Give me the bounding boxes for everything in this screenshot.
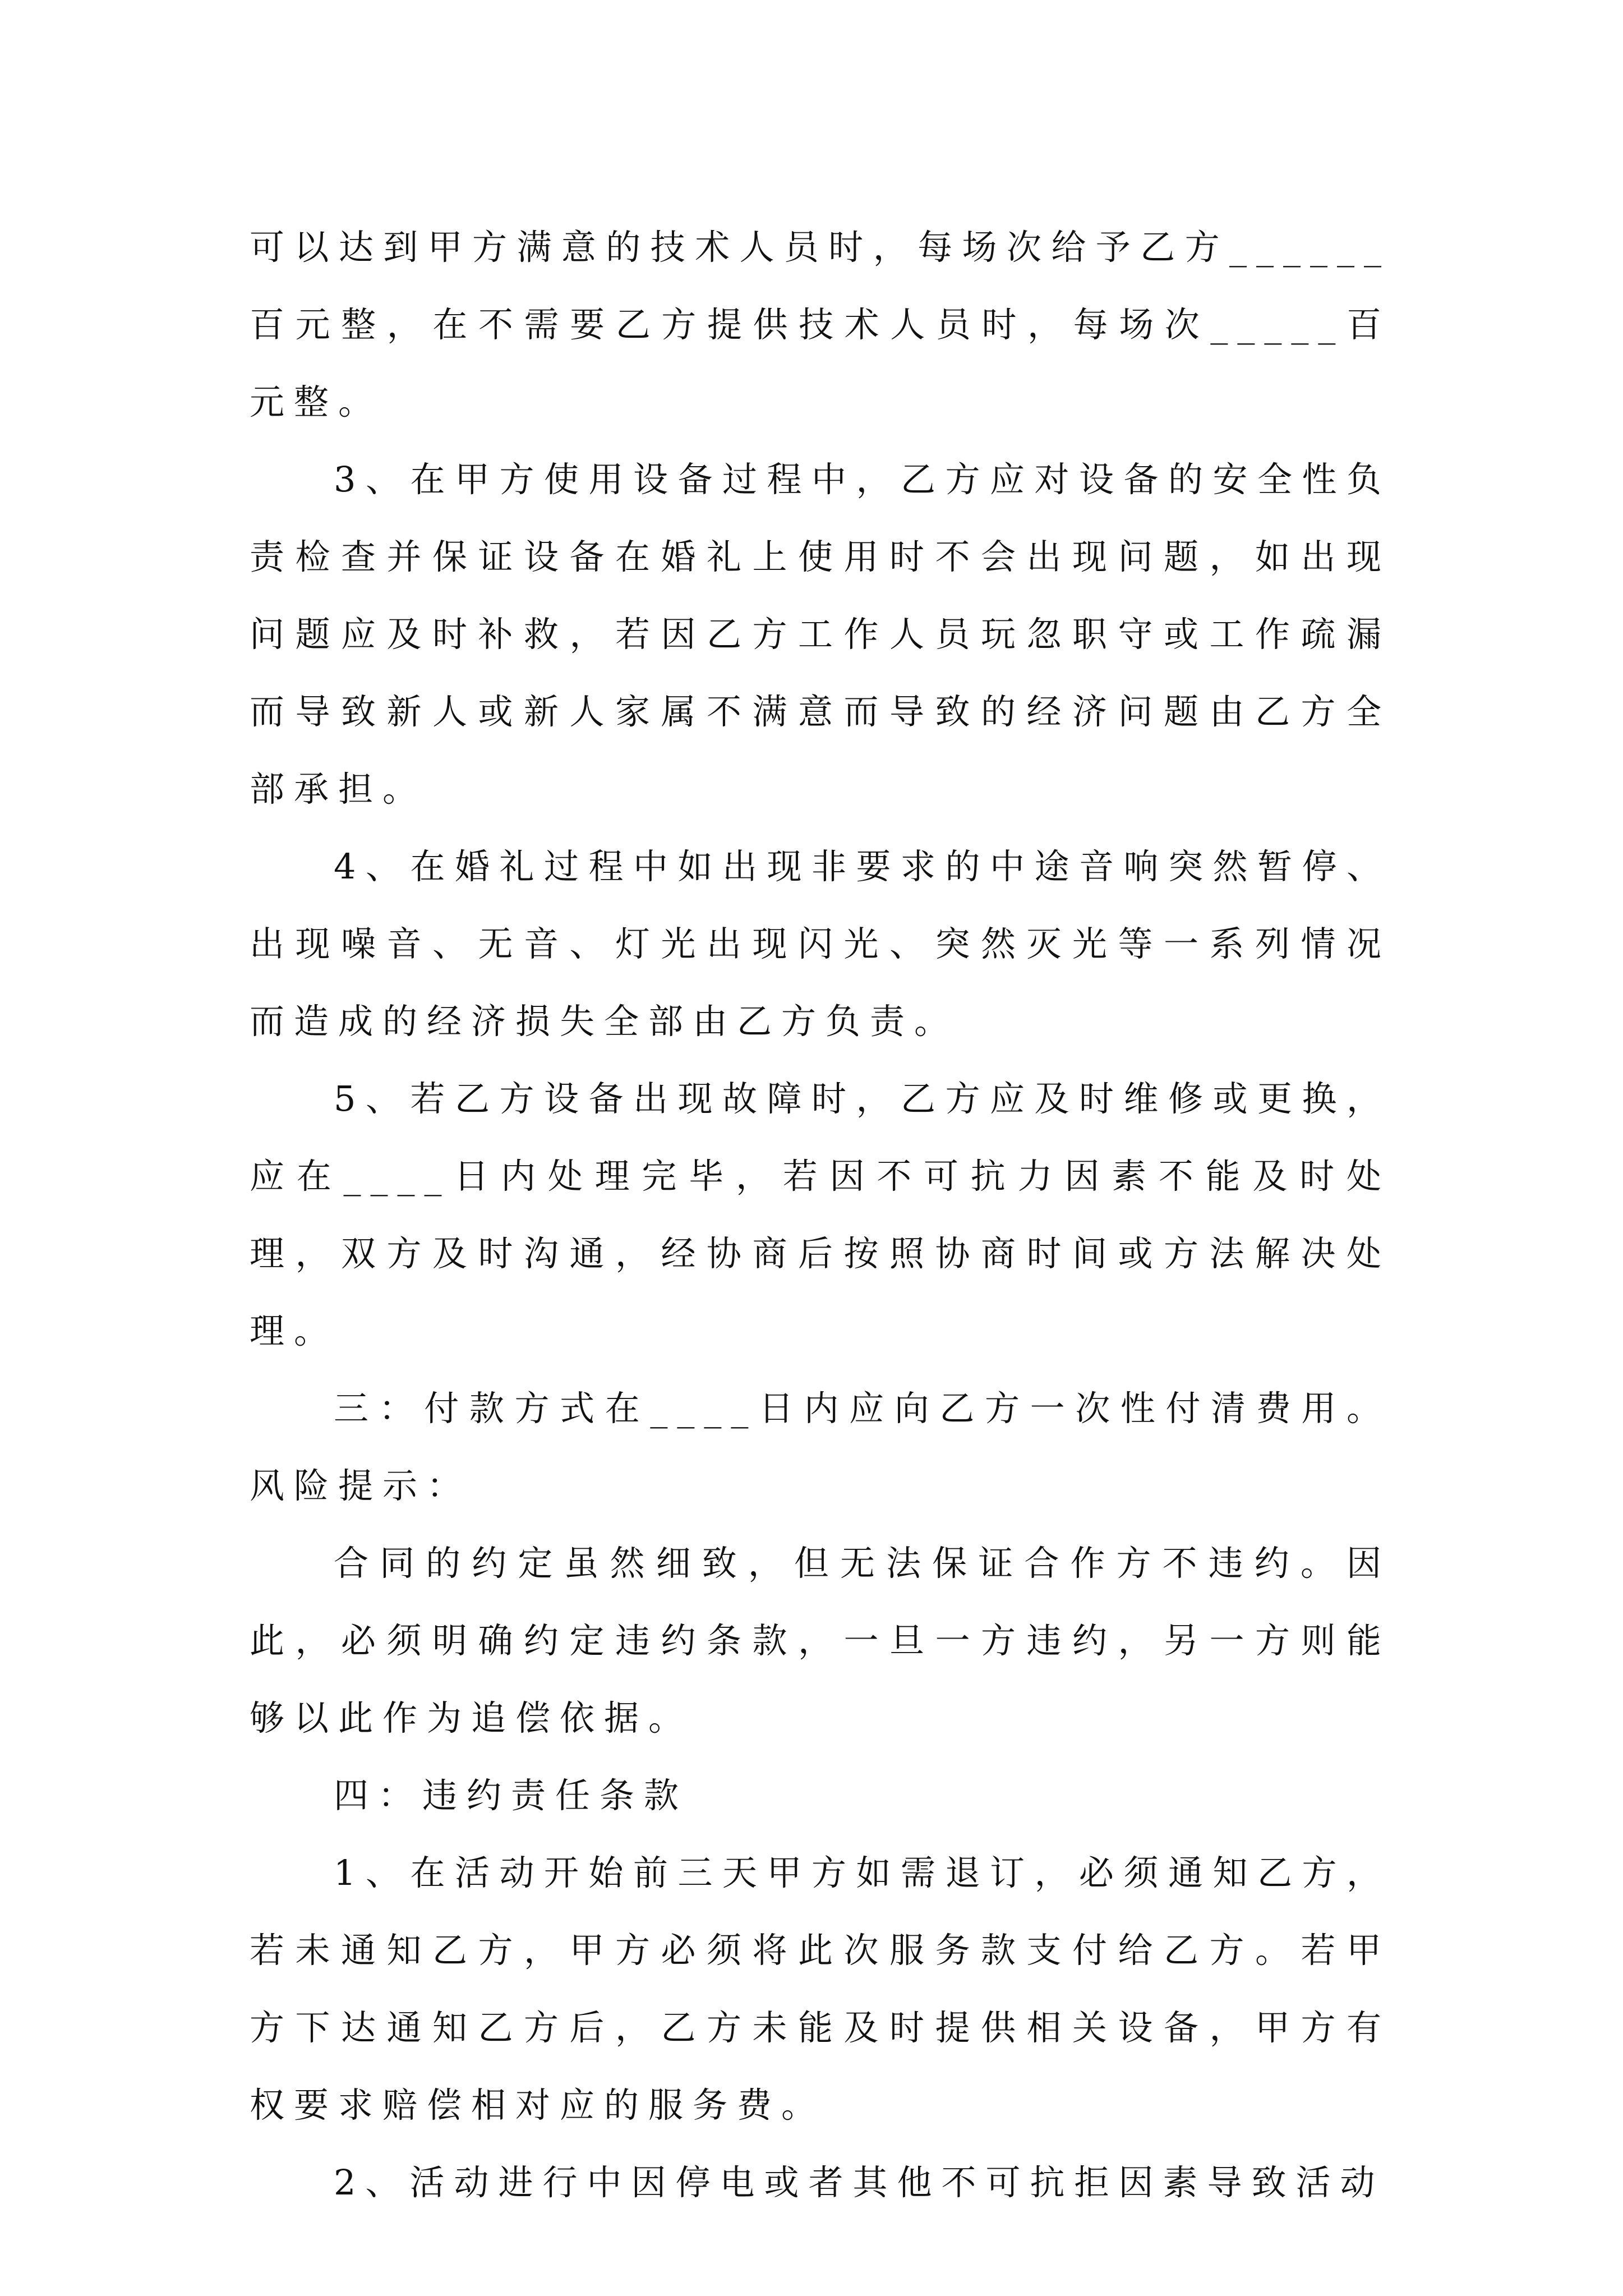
heading-section-4-breach: 四：违约责任条款 (334, 1775, 689, 1816)
paragraph-fee-continuation: 可以达到甲方满意的技术人员时，每场次给予乙方______百元整，在不需要乙方提供技术人员时，每场次_____百元整。 (250, 227, 1391, 422)
paragraph-breach-clause-1: 1、在活动开始前三天甲方如需退订，必须通知乙方，若未通知乙方，甲方必须将此次服务款支付给乙方。若甲方下达通知乙方后，乙方未能及时提供相关设备，甲方有权要求赔偿相对应的服务费。 (250, 1852, 1391, 2125)
paragraph-clause-3-equipment-safety: 3、在甲方使用设备过程中，乙方应对设备的安全性负责检查并保证设备在婚礼上使用时不会出现问题，如出现问题应及时补救，若因乙方工作人员玩忽职守或工作疏漏而导致新人或新人家属不满意而导致的经济问题由乙方全部承担。 (250, 459, 1391, 809)
paragraph-clause-5-repair: 5、若乙方设备出现故障时，乙方应及时维修或更换，应在____日内处理完毕，若因不可抗力因素不能及时处理，双方及时沟通，经协商后按照协商时间或方法解决处理。 (250, 1078, 1391, 1351)
paragraph-breach-clause-2: 2、活动进行中因停电或者其他不可抗拒因素导致活动 (334, 2162, 1385, 2203)
paragraph-section-3-payment: 三：付款方式在____日内应向乙方一次性付清费用。风险提示： (250, 1388, 1391, 1506)
paragraph-risk-note: 合同的约定虽然细致，但无法保证合作方不违约。因此，必须明确约定违约条款，一旦一方违约，另一方则能够以此作为追偿依据。 (250, 1543, 1391, 1738)
paragraph-clause-4-malfunction-losses: 4、在婚礼过程中如出现非要求的中途音响突然暂停、出现噪音、无音、灯光出现闪光、突然灭光等一系列情况而造成的经济损失全部由乙方负责。 (250, 846, 1391, 1042)
document-body (250, 209, 1391, 2221)
